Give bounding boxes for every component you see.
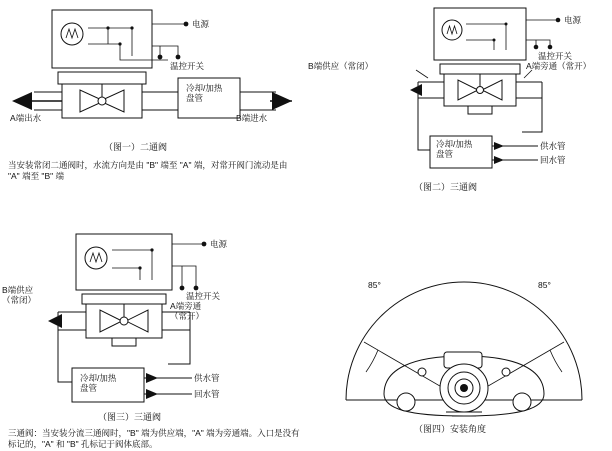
fig3-port-b-label xyxy=(2,286,36,306)
valve-flange xyxy=(58,72,146,84)
fig2-thermostat-label: 温控开关 xyxy=(538,51,573,61)
fig2-return-label: 回水管 xyxy=(540,155,566,165)
fig3-caption: （图三）三通阀 xyxy=(98,412,162,422)
fig4-angle-right-label: 85° xyxy=(538,280,551,290)
fig2-port-b-label: B端供应（常闭） xyxy=(308,61,374,71)
thermostat-terminal xyxy=(176,55,181,60)
mounting-hole-left xyxy=(397,393,415,411)
figure-1 xyxy=(0,0,306,200)
fig2-coil-label xyxy=(436,140,472,160)
fig2-coil-label-line2: 盘管 xyxy=(436,148,454,159)
fig3-port-a-line2: （常开） xyxy=(170,310,205,321)
fig1-note: 当安装常闭二通阀时，水流方向是由 "B" 端至 "A" 端，对常开阀门流动是由 "A" 端至 "B" 端 xyxy=(8,160,288,182)
fig1-port-b-label: B端进水 xyxy=(236,113,268,123)
fig1-coil-label-line2: 盘管 xyxy=(186,92,204,103)
fig3-supply-label: 供水管 xyxy=(194,373,220,383)
fig1-coil-label-line1: 冷却/加热 xyxy=(186,83,223,93)
fig2-caption: （图二）三通阀 xyxy=(414,182,478,192)
power-terminal xyxy=(202,242,207,247)
figure-2-drawing xyxy=(306,0,612,200)
fig3-power-label: 电源 xyxy=(210,239,228,249)
thermostat-terminal xyxy=(548,45,553,50)
power-terminal xyxy=(556,18,561,23)
motor-symbol xyxy=(61,23,83,45)
figure-4 xyxy=(306,222,612,448)
fig1-caption: （图一）二通阀 xyxy=(104,142,168,152)
fig3-return-label: 回水管 xyxy=(194,389,220,399)
motor-symbol xyxy=(442,20,462,40)
fig2-coil-label-line1: 冷却/加热 xyxy=(436,139,473,149)
fig3-note: 三通阀：当安装分流三通阀时，"B" 端为供应端，"A" 端为旁通端。入口是没有标记的，"A" 和 "B" 孔标记于阀体底部。 xyxy=(8,428,300,450)
fig4-caption: （图四）安装角度 xyxy=(414,424,487,434)
fig3-thermostat-label: 温控开关 xyxy=(186,291,221,301)
fig1-port-a-label: A端出水 xyxy=(10,113,42,123)
fig3-port-b-line2: （常闭） xyxy=(2,294,37,305)
fig3-coil-label xyxy=(80,374,116,394)
fig3-port-b-line1: B端供应 xyxy=(2,285,34,295)
fig4-angle-left-label: 85° xyxy=(368,280,381,290)
fig2-supply-label: 供水管 xyxy=(540,141,566,151)
fig3-port-a-label xyxy=(170,302,204,322)
fig2-port-a-label: A端旁通（常开） xyxy=(526,61,592,71)
fig1-power-label: 电源 xyxy=(192,19,210,29)
fig3-port-a-line1: A端旁通 xyxy=(170,301,202,311)
figure-3-drawing xyxy=(0,222,306,422)
figure-2 xyxy=(306,0,612,200)
valve-flange xyxy=(82,294,166,304)
figure-3 xyxy=(0,222,306,448)
fig1-thermostat-label: 温控开关 xyxy=(170,61,205,71)
fig3-coil-label-line2: 盘管 xyxy=(80,382,98,393)
figure-4-drawing xyxy=(306,222,612,432)
mounting-hole-right xyxy=(513,393,531,411)
motor-symbol xyxy=(85,247,107,269)
valve-flange xyxy=(440,64,520,74)
fig2-power-label: 电源 xyxy=(564,15,582,25)
fig3-coil-label-line1: 冷却/加热 xyxy=(80,373,117,383)
power-terminal xyxy=(184,22,189,27)
fig1-coil-label xyxy=(186,84,222,104)
